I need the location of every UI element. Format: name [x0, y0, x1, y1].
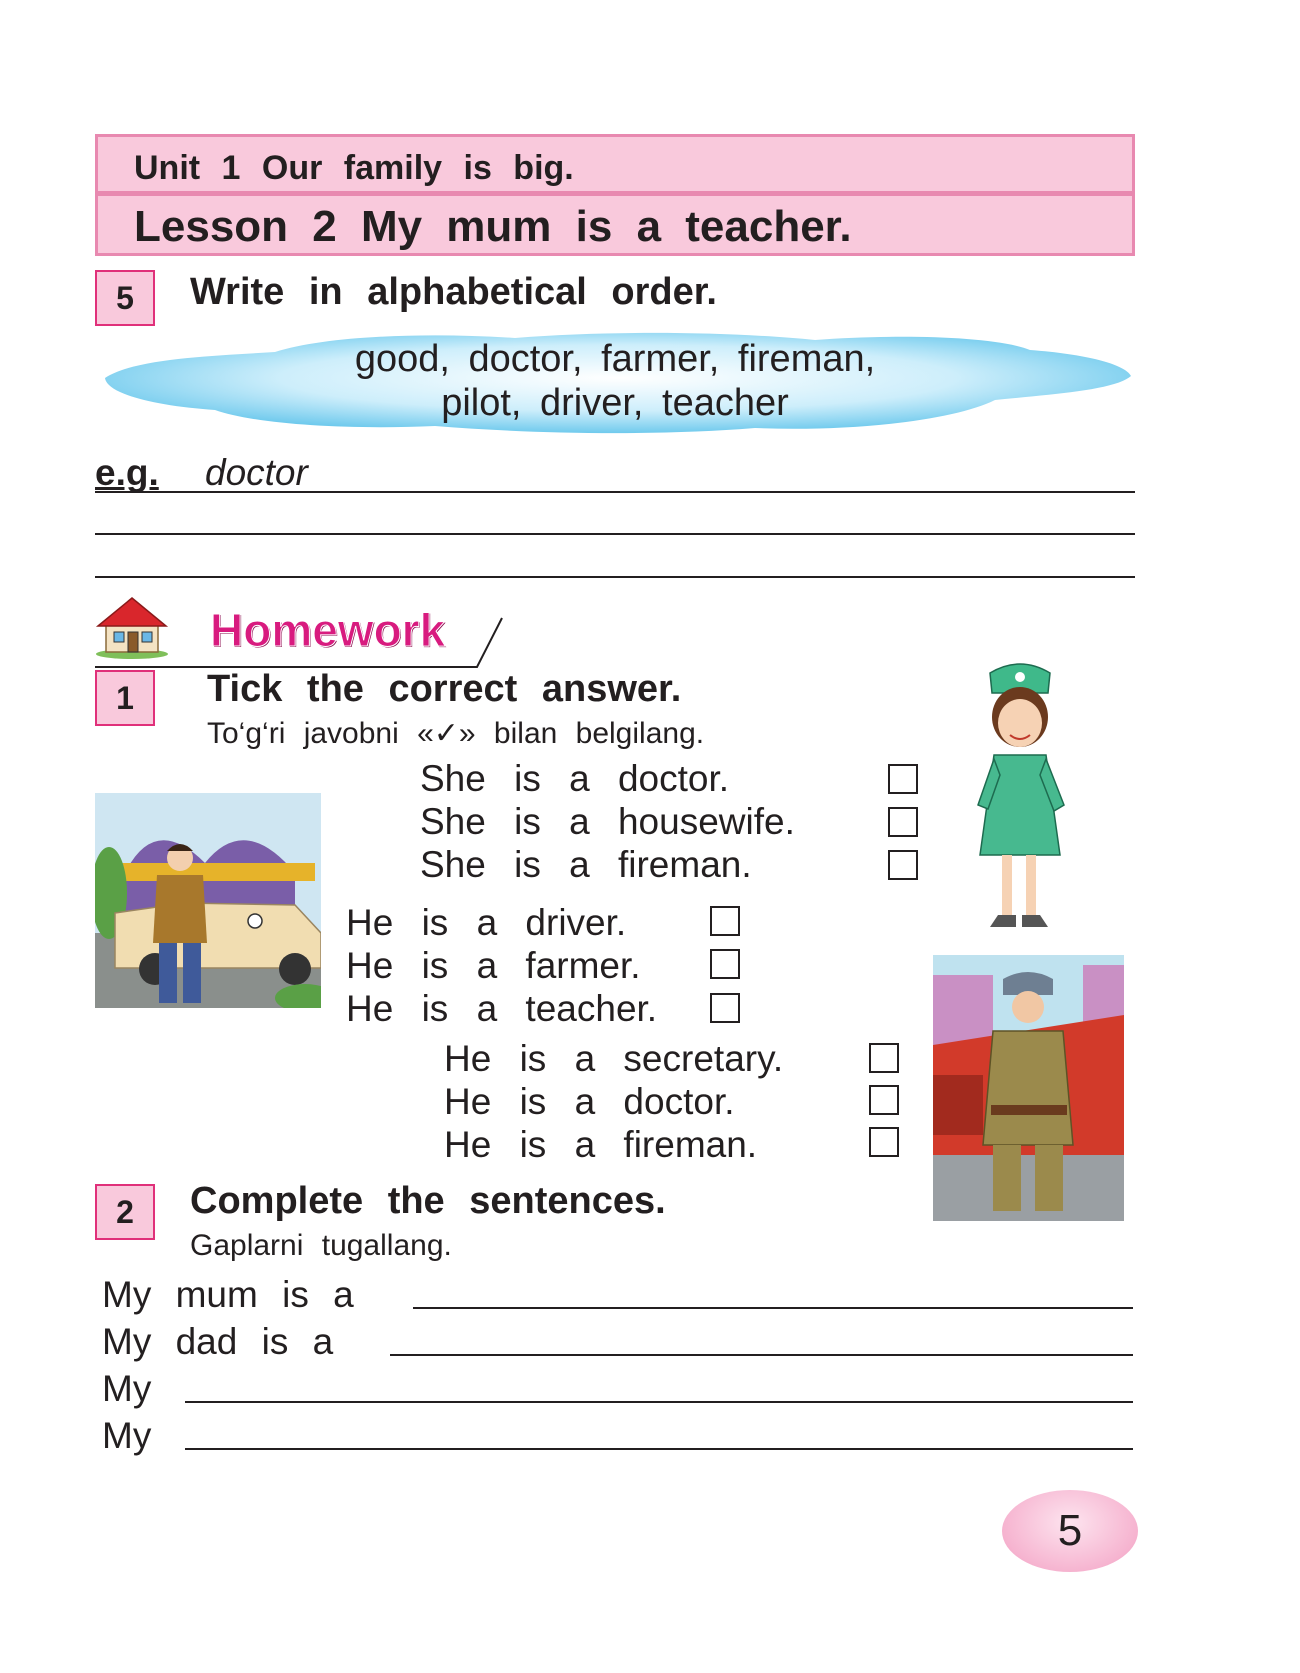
answer-checkbox[interactable] [869, 1043, 899, 1073]
page-number-badge [1002, 1490, 1138, 1572]
answer-line[interactable] [413, 1307, 1133, 1309]
sentence-prompt: My dad is a [102, 1321, 334, 1362]
firefighter-illustration [933, 955, 1124, 1221]
sentence-option: She is a fireman. [420, 844, 752, 885]
sentence-prompt: My [102, 1368, 152, 1409]
answer-line[interactable] [390, 1354, 1133, 1356]
homework-title: Homework [210, 604, 446, 656]
example-answer: doctor [205, 452, 308, 493]
answer-checkbox[interactable] [710, 993, 740, 1023]
sentence-option: He is a doctor. [444, 1081, 735, 1122]
task-2-number: 2 [95, 1184, 155, 1240]
task-1-title: Tick the correct answer. [207, 668, 682, 710]
answer-line[interactable] [95, 533, 1135, 535]
word-list-line-2: pilot, driver, teacher [441, 382, 789, 424]
answer-line[interactable] [95, 491, 1135, 493]
task-5-title: Write in alphabetical order. [190, 271, 717, 313]
answer-line[interactable] [185, 1448, 1133, 1450]
lesson-title: Lesson 2 My mum is a teacher. [134, 202, 852, 251]
task-5-number: 5 [95, 270, 155, 326]
sentence-option: She is a housewife. [420, 801, 795, 842]
answer-checkbox[interactable] [888, 764, 918, 794]
answer-checkbox[interactable] [869, 1085, 899, 1115]
answer-checkbox[interactable] [888, 807, 918, 837]
answer-checkbox[interactable] [710, 949, 740, 979]
task-1-number: 1 [95, 670, 155, 726]
unit-title: Unit 1 Our family is big. [134, 149, 574, 187]
task-1-subtitle: To‘g‘ri javobni «✓» bilan belgilang. [207, 717, 705, 750]
word-list-line-1: good, doctor, farmer, fireman, [354, 338, 876, 380]
homework-underline [95, 610, 505, 670]
sentence-option: He is a teacher. [346, 988, 658, 1029]
lesson-header [95, 194, 1135, 256]
page-number: 5 [1057, 1506, 1083, 1555]
driver-illustration [95, 793, 321, 1008]
task-2-title: Complete the sentences. [190, 1180, 666, 1222]
sentence-option: He is a driver. [346, 902, 627, 943]
task-2-subtitle: Gaplarni tugallang. [190, 1229, 452, 1262]
answer-checkbox[interactable] [869, 1127, 899, 1157]
answer-line[interactable] [95, 576, 1135, 578]
answer-checkbox[interactable] [710, 906, 740, 936]
sentence-prompt: My [102, 1415, 152, 1456]
sentence-option: He is a secretary. [444, 1038, 784, 1079]
sentence-option: She is a doctor. [420, 758, 730, 799]
answer-checkbox[interactable] [888, 850, 918, 880]
sentence-option: He is a fireman. [444, 1124, 758, 1165]
sentence-prompt: My mum is a [102, 1274, 354, 1315]
answer-line[interactable] [185, 1401, 1133, 1403]
example-label: e.g. [95, 452, 159, 493]
sentence-option: He is a farmer. [346, 945, 641, 986]
unit-header [95, 134, 1135, 194]
nurse-illustration [960, 655, 1080, 935]
